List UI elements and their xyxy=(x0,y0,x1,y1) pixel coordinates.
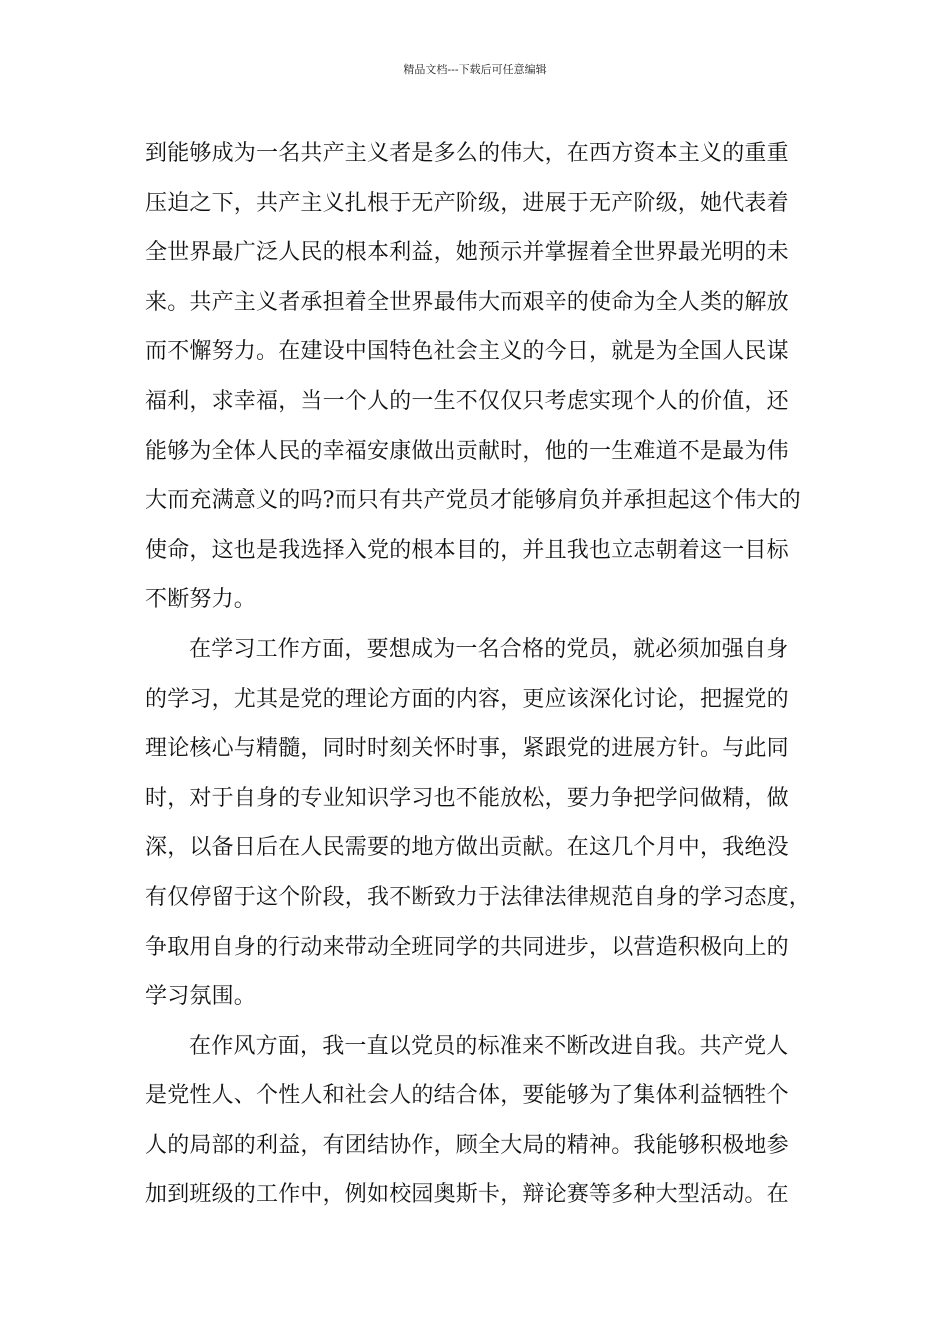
paragraph-2 xyxy=(145,625,835,1022)
text-line: 深，以备日后在人民需要的地方做出贡献。在这几个月中，我绝没 xyxy=(145,835,789,861)
page-header: 精品文档---下载后可任意编辑 xyxy=(403,63,547,76)
text-line: 有仅停留于这个阶段，我不断致力于法律法律规范自身的学习态度， xyxy=(145,884,812,910)
document-body xyxy=(145,129,835,1220)
text-line: 是党性人、个性人和社会人的结合体，要能够为了集体利益牺牲个 xyxy=(145,1083,789,1109)
text-line: 在作风方面，我一直以党员的标准来不断改进自我。共产党人 xyxy=(189,1033,789,1059)
paragraph-3 xyxy=(145,1022,835,1220)
text-line: 不断努力。 xyxy=(145,587,257,613)
text-line: 全世界最广泛人民的根本利益，她预示并掌握着全世界最光明的未 xyxy=(145,240,789,266)
text-line: 在学习工作方面，要想成为一名合格的党员，就必须加强自身 xyxy=(189,636,789,662)
text-line: 来。共产主义者承担着全世界最伟大而艰辛的使命为全人类的解放 xyxy=(145,289,789,315)
paragraph-1 xyxy=(145,129,835,625)
text-line: 的学习，尤其是党的理论方面的内容，更应该深化讨论，把握党的 xyxy=(145,686,789,712)
text-line: 争取用自身的行动来带动全班同学的共同进步，以营造积极向上的 xyxy=(145,934,789,960)
text-line: 而不懈努力。在建设中国特色社会主义的今日，就是为全国人民谋 xyxy=(145,339,789,365)
text-line: 能够为全体人民的幸福安康做出贡献时，他的一生难道不是最为伟 xyxy=(145,438,789,464)
text-line: 人的局部的利益，有团结协作，顾全大局的精神。我能够积极地参 xyxy=(145,1132,789,1158)
text-line: 理论核心与精髓，同时时刻关怀时事，紧跟党的进展方针。与此同 xyxy=(145,736,789,762)
text-line: 福利，求幸福，当一个人的一生不仅仅只考虑实现个人的价值，还 xyxy=(145,388,789,414)
text-line: 使命，这也是我选择入党的根本目的，并且我也立志朝着这一目标 xyxy=(145,537,789,563)
text-line: 压迫之下，共产主义扎根于无产阶级，进展于无产阶级，她代表着 xyxy=(145,190,789,216)
text-line: 加到班级的工作中，例如校园奥斯卡，辩论赛等多种大型活动。在 xyxy=(145,1182,789,1208)
text-line: 大而充满意义的吗?而只有共产党员才能够肩负并承担起这个伟大的 xyxy=(145,488,801,514)
text-line: 时，对于自身的专业知识学习也不能放松，要力争把学问做精，做 xyxy=(145,785,789,811)
text-line: 到能够成为一名共产主义者是多么的伟大，在西方资本主义的重重 xyxy=(145,141,789,166)
text-line: 学习氛围。 xyxy=(145,984,257,1010)
